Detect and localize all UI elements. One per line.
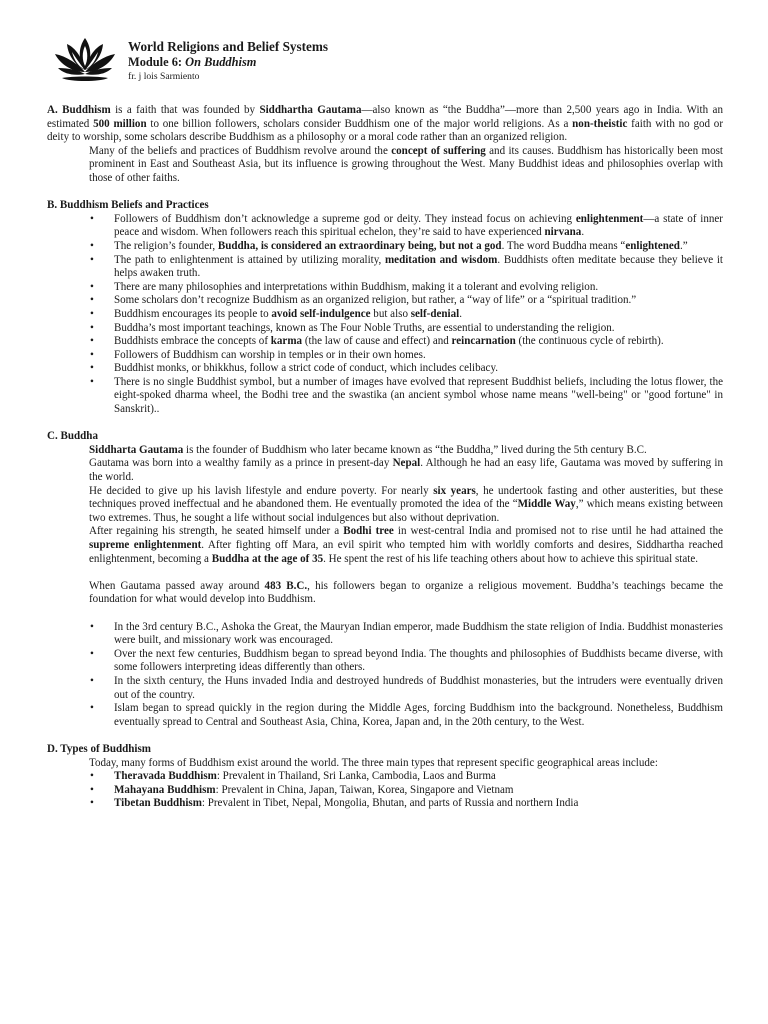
list-item-run: The path to enlightenment is attained by utilizing morality, [114,253,385,266]
section-a-paragraph-2 [47,145,723,186]
list-item [47,621,723,648]
bullet-icon: • [90,375,94,388]
list-item-run: but also [370,307,411,320]
section-a-paragraph-1 [47,104,723,145]
text-run: , his followers began to organize a religious movement. Buddha’s teachings became the foundation for what would develop into Buddhism. [89,579,723,606]
bullet-icon: • [90,294,94,307]
bullet-icon: • [90,797,94,810]
module-prefix: Module 6: [128,55,186,69]
list-item-run: The religion’s founder, [114,239,218,252]
list-item-run: Buddhist monks, or bhikkhus, follow a strict code of conduct, which includes celibacy. [114,362,499,375]
list-item [47,702,723,729]
text-run: . He spent the rest of his life teaching others about how to achieve this spiritual state. [323,552,699,565]
list-item-run: There are many philosophies and interpretations within Buddhism, making it a tolerant and evolving religion. [114,280,599,293]
document-title: World Religions and Belief Systems [128,39,329,54]
section-c-paragraph-4 [47,525,723,566]
bullet-icon: • [90,321,94,334]
list-item-run: (the continuous cycle of rebirth). [515,335,664,348]
text-run: 483 B.C. [264,579,308,592]
list-item [47,254,723,281]
text-run: is the founder of Buddhism who later became known as “the Buddha,” lived during the 5th century B.C. [183,443,647,456]
list-item [47,784,723,798]
list-item [47,797,723,811]
text-run: . Although he had an easy life, Gautama was moved by suffering in the world. [89,457,723,484]
text-run: non-theistic [572,117,628,130]
list-item-run: . [581,226,585,239]
list-item-run: self-denial [410,307,460,320]
text-run: to one billion followers, scholars consider Buddhism one of the major world religions. As a [146,117,573,130]
text-run: is a faith that was founded by [110,104,260,116]
list-item-run: Tibetan Buddhism [114,797,202,810]
list-item-run: enlightened [625,239,680,252]
bullet-icon: • [90,783,94,796]
text-run: and its causes. Buddhism has historically been most prominent in East and Southeast Asia, but its influence is growing throughout the West. Many Buddhist ideas and philosophies overlap with those of other faiths. [89,144,723,184]
list-item-run: avoid self-indulgence [271,307,371,320]
list-item-run: meditation and wisdom [384,253,498,266]
list-item-run: Some scholars don’t recognize Buddhism as an organized religion, but rather, a “way of life” or a “spiritual tradition.” [114,294,637,307]
list-item-run: : Prevalent in China, Japan, Taiwan, Korea, Singapore and Vietnam [215,783,514,796]
text-run: When Gautama passed away around [89,579,265,592]
text-run: , he undertook fasting and other austerities, but these techniques proved ineffectual and he abandoned them. He eventually promoted the idea of the “ [89,484,723,511]
section-a-label: A. [47,104,58,116]
list-item-run: enlightenment [575,212,644,225]
section-d-list [47,770,723,811]
author-name: fr. j lois Sarmiento [128,71,200,82]
section-c-list [47,621,723,730]
text-run: supreme enlightenment [89,539,202,551]
list-item-run: Over the next few centuries, Buddhism began to spread beyond India. The thoughts and philosophies of Buddhists became diverse, with some followers interpreting ideas differently than others. [114,647,723,674]
list-item-run: nirvana [544,226,582,239]
list-item-run: Buddha, is considered an extraordinary being, but not a god [217,239,502,252]
text-run: in west-central India and promised not to rise until he had attained the [393,525,724,538]
list-item-run: Mahayana Buddhism [114,783,216,796]
document-body [47,104,723,811]
list-item [47,281,723,295]
text-run: concept of suffering [391,144,486,157]
section-b-list [47,213,723,417]
list-item-run: Buddhism encourages its people to [114,307,272,320]
list-item-run: .” [679,239,688,252]
lotus-logo-icon [52,36,118,86]
list-item [47,308,723,322]
list-item [47,240,723,254]
text-run: Siddhartha Gautama [259,104,362,116]
list-item-run: There is no single Buddhist symbol, but a number of images have evolved that represent Buddhist beliefs, including the lotus flower, the eight-spoked dharma wheel, the Bodhi tree and the swastika (an ancient symbol whose name means "well-being" or "good fortune" in Sanskrit).. [114,375,723,416]
bullet-icon: • [90,253,94,266]
list-item-run: Theravada Buddhism [114,770,217,783]
list-item [47,770,723,784]
module-name: On Buddhism [185,55,257,69]
section-d-heading: D. Types of Buddhism [47,742,151,755]
list-item-run: : Prevalent in Tibet, Nepal, Mongolia, Bhutan, and parts of Russia and northern India [201,797,579,810]
list-item-run: Buddha’s most important teachings, known as The Four Noble Truths, are essential to understanding the religion. [114,321,615,334]
text-run: six years [433,484,476,497]
list-item-run: In the sixth century, the Huns invaded India and destroyed hundreds of Buddhist monasteries, but the intruders were eventually driven out of the country. [114,674,723,701]
bullet-icon: • [90,280,94,293]
list-item-run: karma [270,335,303,348]
list-item [47,322,723,336]
list-item-run: reincarnation [451,335,516,348]
text-run: Buddhism [62,104,111,116]
text-run: Middle Way [517,498,576,511]
list-item [47,335,723,349]
text-run: Nepal [392,457,421,470]
list-item-run: In the 3rd century B.C., Ashoka the Great, the Mauryan Indian emperor, made Buddhism the state religion of India. Buddhist monasteries were built, and missionary work was encouraged. [114,620,723,647]
text-run: Siddharta Gautama [89,443,184,456]
list-item [47,675,723,702]
list-item [47,294,723,308]
section-c-paragraph-1 [47,444,723,458]
list-item-run: Followers of Buddhism don’t acknowledge a supreme god or deity. They instead focus on achieving [114,212,576,225]
bullet-icon: • [90,212,94,225]
list-item-run: . Buddhists often meditate because they believe it helps awaken truth. [114,253,723,280]
section-b-heading: B. Buddhism Beliefs and Practices [47,199,209,212]
text-run: ,” which means existing between two extremes. Thus, he sought a life without social indulgences but also without deprivation. [89,498,724,524]
bullet-icon: • [90,307,94,320]
text-run: . After fighting off Mara, an evil spirit who tempted him with worldly comforts and desires, Siddhartha reached enlightenment, becoming a [89,539,723,565]
list-item [47,362,723,376]
text-run: Buddha at the age of 35 [211,552,324,565]
text-run: He decided to give up his lavish lifestyle and endure poverty. For nearly [89,484,434,497]
bullet-icon: • [90,620,94,633]
text-run: After regaining his strength, he seated himself under a [89,525,344,538]
module-title [128,55,528,70]
list-item-run: Buddhists embrace the concepts of [114,335,271,348]
section-c-paragraph-5 [47,580,723,607]
list-item-run: . [459,307,462,320]
bullet-icon: • [90,770,94,783]
bullet-icon: • [90,647,94,660]
list-item-run: (the law of cause and effect) and [302,335,452,348]
text-run: 500 million [93,117,147,130]
section-c-paragraph-2 [47,457,723,484]
section-c-paragraph-3 [47,485,723,526]
list-item [47,349,723,363]
list-item-run: —a state of inner peace and wisdom. When followers reach this spiritual echelon, they’re said to have experienced [114,212,723,239]
list-item [47,213,723,240]
bullet-icon: • [90,702,94,715]
bullet-icon: • [90,239,94,252]
section-d-intro: Today, many forms of Buddhism exist around the world. The three main types that represent specific geographical areas include: [89,756,658,769]
bullet-icon: • [90,674,94,687]
list-item [47,376,723,417]
text-run: Many of the beliefs and practices of Buddhism revolve around the [89,144,392,157]
bullet-icon: • [90,362,94,375]
list-item-run: : Prevalent in Thailand, Sri Lanka, Cambodia, Laos and Burma [216,770,496,783]
bullet-icon: • [90,348,94,361]
list-item-run: Islam began to spread quickly in the region during the Middle Ages, forcing Buddhism into the background. Nonetheless, Buddhism eventually spread to Central and Southeast Asia, China, Korea, Japan and, in the 20th century, to the West. [114,702,723,728]
text-run: —also known as “the Buddha”—more than 2,500 years ago in India. With an estimated [47,104,723,130]
section-c-heading: C. Buddha [47,430,98,443]
list-item-run: Followers of Buddhism can worship in temples or in their own homes. [114,348,426,361]
text-run: Bodhi tree [343,525,394,538]
list-item-run: . The word Buddha means “ [501,239,626,252]
text-run: faith with no god or deity to worship, some scholars describe Buddhism as a philosophy or a moral code rather than an organized religion. [47,117,723,144]
text-run: Gautama was born into a wealthy family as a prince in present-day [89,457,393,470]
bullet-icon: • [90,335,94,348]
list-item [47,648,723,675]
